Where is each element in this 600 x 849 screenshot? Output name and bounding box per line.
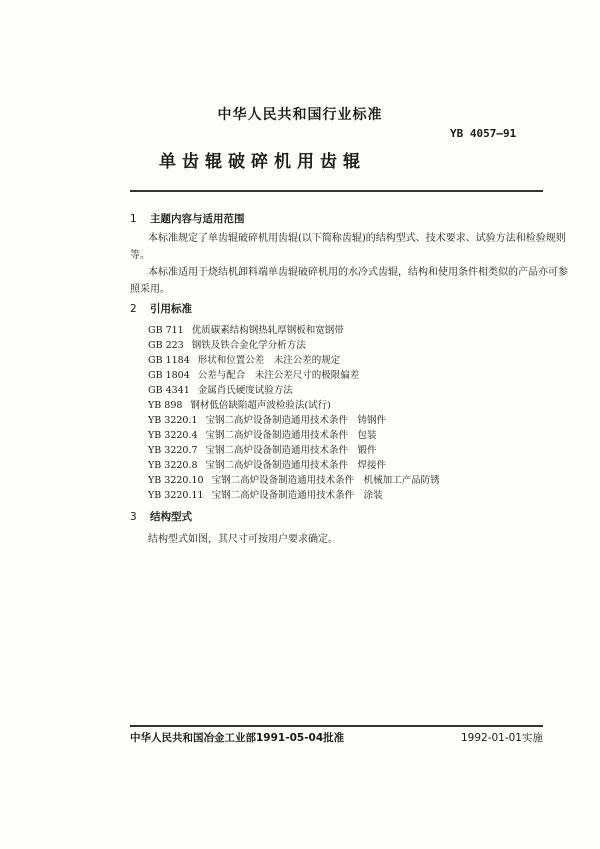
paragraph-line: 等。 xyxy=(130,250,150,261)
reference-item xyxy=(148,472,440,486)
reference-code: YB 3220.11 xyxy=(148,490,204,501)
reference-item xyxy=(148,397,331,411)
reference-item xyxy=(148,322,344,336)
reference-item xyxy=(148,412,386,426)
reference-item xyxy=(148,442,377,456)
reference-title: 金属肖氏硬度试验方法 xyxy=(197,385,293,396)
effective-date: 1992-01-01实施 xyxy=(460,732,543,744)
reference-title: 形状和位置公差 未注公差的规定 xyxy=(197,355,341,366)
reference-code: GB 1804 xyxy=(148,370,190,381)
section-2-heading: 2 引用标准 xyxy=(130,303,192,315)
document-title: 单齿辊破碎机用齿辊 xyxy=(159,152,366,172)
reference-code: GB 223 xyxy=(148,340,184,351)
footer-rule xyxy=(130,725,543,727)
reference-title: 优质碳素结构钢热轧厚钢板和宽钢带 xyxy=(191,325,344,336)
reference-code: YB 3220.1 xyxy=(148,415,198,426)
section-3-heading: 3 结构型式 xyxy=(130,511,192,523)
reference-code: YB 3220.10 xyxy=(148,475,204,486)
reference-title: 宝钢二高炉设备制造通用技术条件 锻件 xyxy=(205,445,377,456)
section-1-heading: 1 主题内容与适用范围 xyxy=(130,213,245,225)
paragraph-line: 照采用。 xyxy=(130,284,170,295)
reference-title: 宝钢二高炉设备制造通用技术条件 包装 xyxy=(205,430,377,441)
reference-code: YB 3220.8 xyxy=(148,460,198,471)
reference-code: YB 3220.7 xyxy=(148,445,198,456)
reference-title: 宝钢二高炉设备制造通用技术条件 焊接件 xyxy=(205,460,387,471)
reference-item xyxy=(148,427,377,441)
reference-code: GB 1184 xyxy=(148,355,190,366)
paragraph-line: 本标准规定了单齿辊破碎机用齿辊(以下简称齿辊)的结构型式、技术要求、试验方法和检验规则 xyxy=(148,233,566,244)
reference-title: 宝钢二高炉设备制造通用技术条件 机械加工产品防锈 xyxy=(211,475,440,486)
reference-code: YB 3220.4 xyxy=(148,430,198,441)
paragraph-line: 本标准适用于烧结机卸料端单齿辊破碎机用的水冷式齿辊，结构和使用条件相类似的产品亦可参 xyxy=(148,267,568,278)
reference-title: 钢材低倍缺陷超声波检验法(试行) xyxy=(190,400,331,411)
paragraph-line: 结构型式如图，其尺寸可按用户要求确定。 xyxy=(148,534,338,545)
reference-code: GB 711 xyxy=(148,325,184,336)
reference-title: 宝钢二高炉设备制造通用技术条件 铸钢件 xyxy=(205,415,387,426)
reference-item xyxy=(148,367,359,381)
reference-item xyxy=(148,352,340,366)
reference-code: YB 898 xyxy=(148,400,183,411)
reference-item xyxy=(148,457,386,471)
reference-item xyxy=(148,487,383,501)
reference-title: 钢铁及铁合金化学分析方法 xyxy=(191,340,306,351)
reference-item xyxy=(148,337,306,351)
header-rule xyxy=(130,190,543,192)
standard-code: YB 4057—91 xyxy=(450,127,517,140)
approval-note: 中华人民共和国冶金工业部1991-05-04批准 xyxy=(130,732,345,744)
reference-title: 公差与配合 未注公差尺寸的极限偏差 xyxy=(197,370,360,381)
reference-code: GB 4341 xyxy=(148,385,190,396)
reference-item xyxy=(148,382,293,396)
standard-type: 中华人民共和国行业标准 xyxy=(217,107,383,123)
reference-title: 宝钢二高炉设备制造通用技术条件 涂装 xyxy=(211,490,383,501)
